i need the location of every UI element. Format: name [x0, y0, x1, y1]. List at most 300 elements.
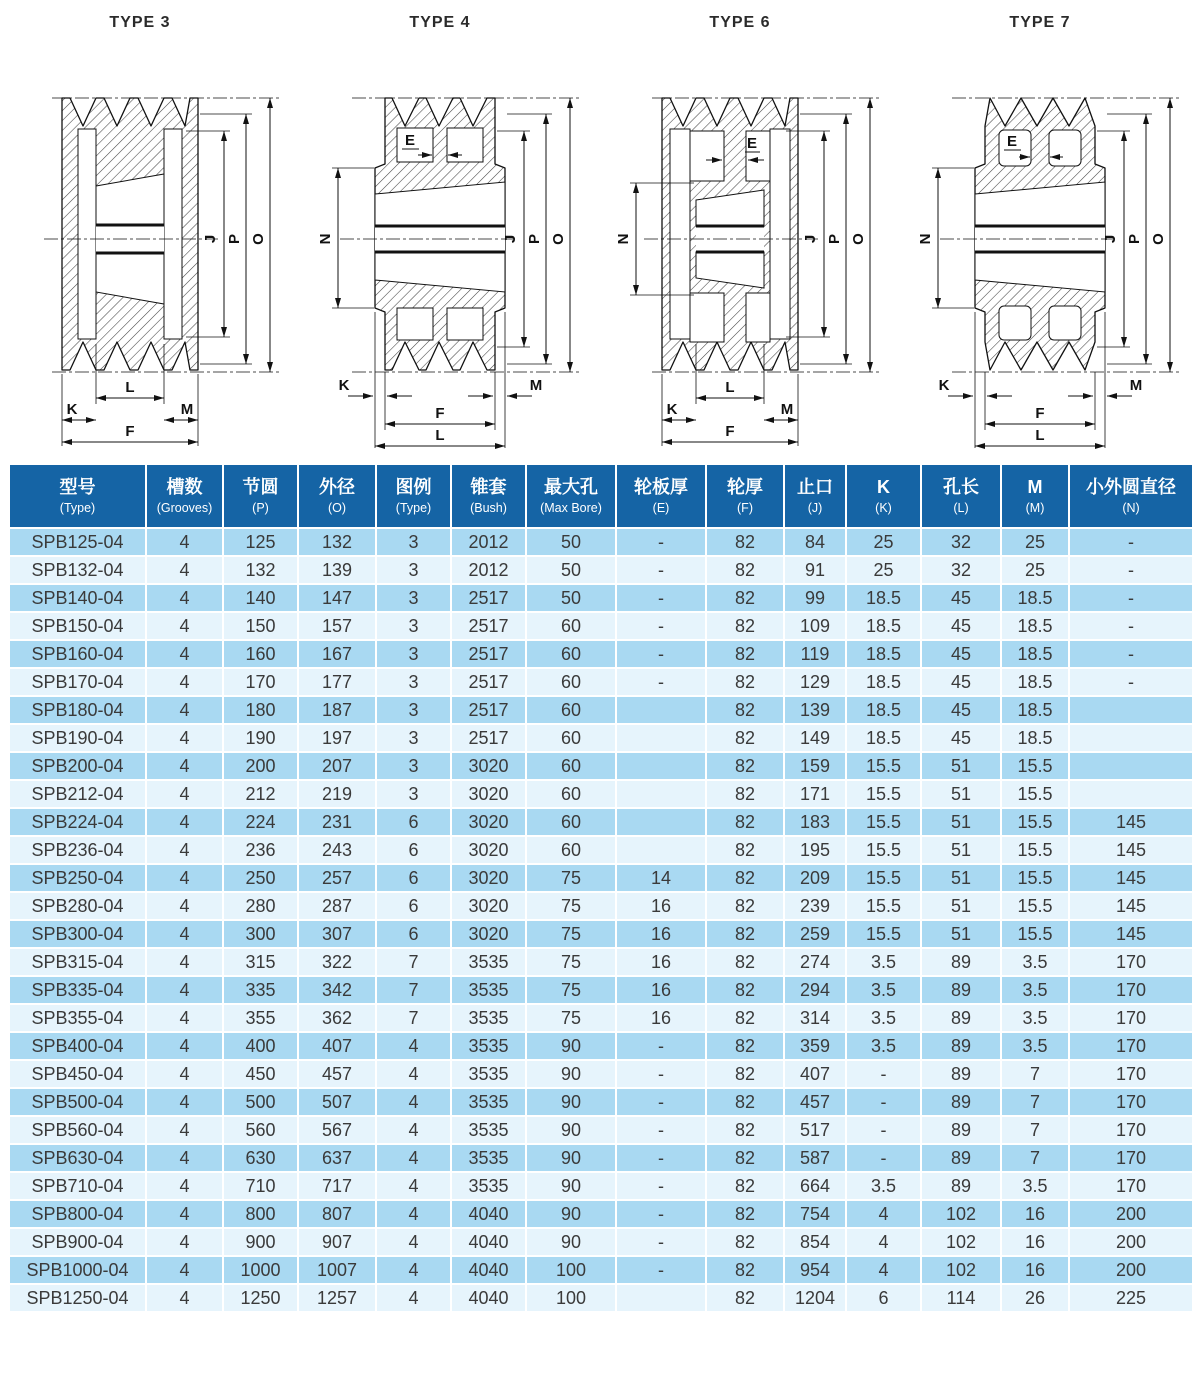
table-cell: 15.5	[1001, 752, 1069, 780]
table-cell: 7	[1001, 1144, 1069, 1172]
table-cell: 4	[146, 976, 223, 1004]
table-row	[9, 1256, 1193, 1284]
header-cell-outer-dia: 外径 (O)	[298, 464, 376, 528]
table-cell: SPB132-04	[9, 556, 146, 584]
table-cell: 355	[223, 1004, 298, 1032]
drawing-type6	[600, 8, 900, 460]
table-cell: 90	[526, 1144, 616, 1172]
dim-label-e: E	[1006, 133, 1018, 150]
table-cell: 250	[223, 864, 298, 892]
table-cell: 51	[921, 808, 1001, 836]
table-cell: 145	[1069, 892, 1193, 920]
table-cell: 4	[376, 1032, 451, 1060]
table-cell: 15.5	[1001, 808, 1069, 836]
table-cell: 854	[784, 1228, 846, 1256]
dim-label-p: P	[226, 233, 243, 245]
dim-label-l: L	[125, 379, 135, 396]
table-cell: 82	[706, 808, 784, 836]
table-cell: 3.5	[846, 948, 921, 976]
table-cell: 4	[846, 1256, 921, 1284]
table-cell: 75	[526, 892, 616, 920]
table-cell: 3.5	[1001, 1032, 1069, 1060]
table-cell: 322	[298, 948, 376, 976]
table-cell: 4	[376, 1088, 451, 1116]
table-cell: SPB710-04	[9, 1172, 146, 1200]
table-cell: 170	[1069, 1088, 1193, 1116]
table-cell: 4	[146, 1284, 223, 1312]
dim-label-l: L	[435, 427, 445, 444]
table-cell: 90	[526, 1116, 616, 1144]
pulley-cross-section-type6	[600, 34, 900, 449]
table-cell: 90	[526, 1172, 616, 1200]
table-cell: -	[616, 1228, 706, 1256]
table-cell: 315	[223, 948, 298, 976]
header-cell-max-bore: 最大孔 (Max Bore)	[526, 464, 616, 528]
table-row	[9, 1172, 1193, 1200]
drawing-title: TYPE 3	[109, 14, 171, 31]
table-cell	[616, 780, 706, 808]
spec-table-header	[9, 464, 1193, 528]
table-cell: -	[846, 1144, 921, 1172]
table-cell: 4	[146, 864, 223, 892]
table-cell: 75	[526, 976, 616, 1004]
table-cell: 89	[921, 976, 1001, 1004]
table-cell: -	[616, 668, 706, 696]
table-cell: 139	[784, 696, 846, 724]
pulley-cross-section-type7	[900, 34, 1200, 449]
table-row	[9, 1088, 1193, 1116]
table-cell: -	[616, 528, 706, 556]
table-cell: -	[616, 556, 706, 584]
table-cell: 3020	[451, 920, 526, 948]
table-cell: 274	[784, 948, 846, 976]
dim-label-e: E	[404, 132, 416, 149]
table-cell: -	[616, 1256, 706, 1284]
table-row	[9, 780, 1193, 808]
table-cell: 60	[526, 640, 616, 668]
table-row	[9, 1060, 1193, 1088]
table-cell: 4040	[451, 1200, 526, 1228]
table-cell: 457	[784, 1088, 846, 1116]
table-cell: 3020	[451, 808, 526, 836]
table-cell: 15.5	[1001, 920, 1069, 948]
table-cell: 25	[846, 528, 921, 556]
table-cell: 3.5	[846, 1172, 921, 1200]
table-cell: 82	[706, 1032, 784, 1060]
table-cell: 132	[298, 528, 376, 556]
table-cell: 954	[784, 1256, 846, 1284]
dim-label-n: N	[317, 233, 334, 245]
table-cell: 82	[706, 556, 784, 584]
table-cell: 170	[1069, 1172, 1193, 1200]
table-cell: -	[1069, 640, 1193, 668]
table-cell: 637	[298, 1144, 376, 1172]
table-cell: 140	[223, 584, 298, 612]
table-cell: 7	[376, 976, 451, 1004]
table-cell: 3.5	[1001, 948, 1069, 976]
table-cell: 89	[921, 1060, 1001, 1088]
table-cell: 3535	[451, 976, 526, 1004]
table-cell	[1069, 780, 1193, 808]
table-cell: 3535	[451, 1032, 526, 1060]
table-cell: 4	[146, 1116, 223, 1144]
table-cell: SPB140-04	[9, 584, 146, 612]
table-cell: 3535	[451, 948, 526, 976]
table-cell: 15.5	[846, 920, 921, 948]
drawing-type7	[900, 8, 1200, 460]
table-cell: 4	[146, 584, 223, 612]
table-cell: 157	[298, 612, 376, 640]
table-cell: 18.5	[846, 640, 921, 668]
table-cell: 3020	[451, 836, 526, 864]
table-cell: 170	[1069, 1060, 1193, 1088]
table-cell: 257	[298, 864, 376, 892]
table-cell: 3535	[451, 1088, 526, 1116]
header-cell-f: 轮厚 (F)	[706, 464, 784, 528]
table-cell	[616, 836, 706, 864]
dim-label-m: M	[780, 401, 794, 418]
table-cell: 147	[298, 584, 376, 612]
table-cell: 239	[784, 892, 846, 920]
table-cell: -	[616, 1172, 706, 1200]
table-cell: 807	[298, 1200, 376, 1228]
table-cell: 18.5	[1001, 584, 1069, 612]
table-cell	[616, 696, 706, 724]
table-cell: 18.5	[846, 696, 921, 724]
table-cell: 4	[146, 1004, 223, 1032]
table-cell: 90	[526, 1060, 616, 1088]
table-cell: 45	[921, 696, 1001, 724]
table-cell: 800	[223, 1200, 298, 1228]
table-cell: 82	[706, 836, 784, 864]
table-cell: 4	[146, 780, 223, 808]
table-cell: 170	[1069, 1032, 1193, 1060]
table-cell	[1069, 696, 1193, 724]
table-row	[9, 920, 1193, 948]
table-cell: 183	[784, 808, 846, 836]
table-cell: 167	[298, 640, 376, 668]
table-cell: 82	[706, 1172, 784, 1200]
table-cell: 4040	[451, 1284, 526, 1312]
table-cell	[616, 724, 706, 752]
header-cell-n: 小外圆直径 (N)	[1069, 464, 1193, 528]
table-cell: 60	[526, 668, 616, 696]
table-cell: 75	[526, 1004, 616, 1032]
table-cell: 50	[526, 556, 616, 584]
table-cell: 4	[376, 1256, 451, 1284]
table-cell: SPB1000-04	[9, 1256, 146, 1284]
table-cell: 16	[616, 976, 706, 1004]
table-cell: 4	[376, 1172, 451, 1200]
table-cell: SPB630-04	[9, 1144, 146, 1172]
table-cell: SPB280-04	[9, 892, 146, 920]
table-cell: 114	[921, 1284, 1001, 1312]
table-cell: 3	[376, 752, 451, 780]
table-cell: 2517	[451, 696, 526, 724]
table-cell: 82	[706, 668, 784, 696]
table-cell: 7	[1001, 1088, 1069, 1116]
table-cell: 500	[223, 1088, 298, 1116]
table-cell: SPB170-04	[9, 668, 146, 696]
table-row	[9, 1144, 1193, 1172]
table-cell: SPB450-04	[9, 1060, 146, 1088]
table-cell: 25	[846, 556, 921, 584]
table-cell: 4	[376, 1228, 451, 1256]
table-cell: 4040	[451, 1228, 526, 1256]
table-cell: 75	[526, 948, 616, 976]
dim-label-p: P	[1126, 233, 1143, 245]
table-cell: 3.5	[846, 1032, 921, 1060]
header-cell-legend: 图例 (Type)	[376, 464, 451, 528]
dim-label-j: J	[802, 234, 819, 244]
table-cell: 4	[146, 668, 223, 696]
table-cell: 170	[1069, 976, 1193, 1004]
table-cell: SPB236-04	[9, 836, 146, 864]
table-cell: SPB200-04	[9, 752, 146, 780]
table-cell: 190	[223, 724, 298, 752]
table-cell: 145	[1069, 836, 1193, 864]
dim-label-k: K	[66, 401, 78, 418]
table-cell: 3020	[451, 780, 526, 808]
table-cell: 6	[376, 864, 451, 892]
table-cell: SPB400-04	[9, 1032, 146, 1060]
table-cell: SPB250-04	[9, 864, 146, 892]
table-row	[9, 668, 1193, 696]
table-cell: 82	[706, 1088, 784, 1116]
table-cell: SPB315-04	[9, 948, 146, 976]
table-cell: -	[616, 1060, 706, 1088]
table-cell: 587	[784, 1144, 846, 1172]
table-cell: 7	[376, 948, 451, 976]
table-cell: 15.5	[846, 780, 921, 808]
table-row	[9, 612, 1193, 640]
table-cell: 15.5	[846, 752, 921, 780]
table-cell: 2517	[451, 668, 526, 696]
table-cell: 89	[921, 1116, 1001, 1144]
table-cell: 60	[526, 808, 616, 836]
table-cell: 15.5	[846, 864, 921, 892]
table-cell: SPB1250-04	[9, 1284, 146, 1312]
table-cell: 45	[921, 640, 1001, 668]
table-cell: 90	[526, 1032, 616, 1060]
table-row	[9, 1032, 1193, 1060]
table-cell: -	[1069, 668, 1193, 696]
table-cell: 82	[706, 1144, 784, 1172]
table-row	[9, 864, 1193, 892]
table-cell: 314	[784, 1004, 846, 1032]
table-cell: 717	[298, 1172, 376, 1200]
dim-label-l: L	[725, 379, 735, 396]
table-cell: 25	[1001, 528, 1069, 556]
table-cell: SPB355-04	[9, 1004, 146, 1032]
table-cell: SPB190-04	[9, 724, 146, 752]
table-cell: 710	[223, 1172, 298, 1200]
dim-label-p: P	[526, 233, 543, 245]
table-cell: 16	[1001, 1256, 1069, 1284]
table-row	[9, 1200, 1193, 1228]
table-cell: 3020	[451, 752, 526, 780]
table-cell: 754	[784, 1200, 846, 1228]
table-cell: 16	[1001, 1228, 1069, 1256]
table-cell: 4	[146, 556, 223, 584]
table-cell: 32	[921, 556, 1001, 584]
table-cell: SPB335-04	[9, 976, 146, 1004]
table-cell: 335	[223, 976, 298, 1004]
table-cell: 82	[706, 780, 784, 808]
table-row	[9, 948, 1193, 976]
table-cell: 75	[526, 920, 616, 948]
table-cell: SPB560-04	[9, 1116, 146, 1144]
table-cell: 145	[1069, 808, 1193, 836]
table-cell: 45	[921, 612, 1001, 640]
header-cell-pitch: 节圆 (P)	[223, 464, 298, 528]
table-cell: 4	[376, 1060, 451, 1088]
table-cell: SPB300-04	[9, 920, 146, 948]
table-cell: -	[616, 584, 706, 612]
table-row	[9, 724, 1193, 752]
table-cell: -	[616, 612, 706, 640]
table-cell: 139	[298, 556, 376, 584]
drawing-title: TYPE 6	[709, 14, 771, 31]
table-cell: 2012	[451, 528, 526, 556]
table-cell: 3.5	[1001, 976, 1069, 1004]
table-cell: 457	[298, 1060, 376, 1088]
table-cell: 4	[146, 724, 223, 752]
table-cell: 224	[223, 808, 298, 836]
table-cell: 200	[1069, 1256, 1193, 1284]
table-cell: 89	[921, 1144, 1001, 1172]
table-cell: 82	[706, 976, 784, 1004]
table-cell: 84	[784, 528, 846, 556]
table-cell: 560	[223, 1116, 298, 1144]
table-cell: 170	[1069, 948, 1193, 976]
table-cell: 82	[706, 1284, 784, 1312]
table-cell: -	[616, 1032, 706, 1060]
table-row	[9, 584, 1193, 612]
table-cell: 200	[223, 752, 298, 780]
dim-label-m: M	[180, 401, 194, 418]
table-cell: 450	[223, 1060, 298, 1088]
dim-label-n: N	[615, 233, 632, 245]
table-cell: 407	[298, 1032, 376, 1060]
table-cell: 342	[298, 976, 376, 1004]
table-cell: 4	[846, 1200, 921, 1228]
table-cell: 4	[146, 920, 223, 948]
table-cell: 16	[616, 948, 706, 976]
table-row	[9, 1228, 1193, 1256]
table-cell: 664	[784, 1172, 846, 1200]
drawing-title: TYPE 4	[409, 14, 471, 31]
spec-table-body	[9, 528, 1193, 1312]
table-cell: 89	[921, 1004, 1001, 1032]
table-cell: 82	[706, 584, 784, 612]
table-cell: 100	[526, 1284, 616, 1312]
table-cell: 200	[1069, 1228, 1193, 1256]
table-cell: 60	[526, 612, 616, 640]
table-row	[9, 808, 1193, 836]
table-cell: 15.5	[1001, 780, 1069, 808]
table-cell: 180	[223, 696, 298, 724]
table-cell: 102	[921, 1256, 1001, 1284]
table-cell: 3535	[451, 1144, 526, 1172]
dim-label-o: O	[850, 233, 867, 245]
table-cell: 236	[223, 836, 298, 864]
table-cell: 359	[784, 1032, 846, 1060]
table-cell: 82	[706, 1116, 784, 1144]
table-cell: 82	[706, 864, 784, 892]
table-cell: 150	[223, 612, 298, 640]
table-cell	[1069, 752, 1193, 780]
table-cell: 3.5	[1001, 1004, 1069, 1032]
dim-label-k: K	[338, 377, 350, 394]
table-cell: 82	[706, 612, 784, 640]
table-cell: -	[616, 640, 706, 668]
table-row	[9, 640, 1193, 668]
table-cell: 18.5	[1001, 668, 1069, 696]
table-cell: 3020	[451, 892, 526, 920]
table-cell: 82	[706, 948, 784, 976]
table-cell: 18.5	[1001, 724, 1069, 752]
table-cell: 51	[921, 836, 1001, 864]
dim-label-f: F	[125, 423, 135, 440]
table-cell: 507	[298, 1088, 376, 1116]
table-cell: 60	[526, 696, 616, 724]
table-cell: 3	[376, 724, 451, 752]
table-cell: 3535	[451, 1004, 526, 1032]
table-cell: 15.5	[846, 836, 921, 864]
header-cell-l: 孔长 (L)	[921, 464, 1001, 528]
table-cell: 145	[1069, 920, 1193, 948]
table-cell: 82	[706, 696, 784, 724]
table-cell: 3535	[451, 1172, 526, 1200]
table-cell: 82	[706, 528, 784, 556]
table-cell: 3.5	[846, 976, 921, 1004]
table-cell: 60	[526, 836, 616, 864]
table-cell: 109	[784, 612, 846, 640]
table-cell: -	[1069, 556, 1193, 584]
table-cell: 82	[706, 752, 784, 780]
table-cell: 18.5	[846, 584, 921, 612]
table-cell: 82	[706, 892, 784, 920]
table-cell: 300	[223, 920, 298, 948]
table-cell: 18.5	[1001, 696, 1069, 724]
table-cell: 90	[526, 1200, 616, 1228]
dim-label-j: J	[202, 234, 219, 244]
dim-label-j: J	[1102, 234, 1119, 244]
table-cell: 4	[146, 1060, 223, 1088]
table-row	[9, 1284, 1193, 1312]
table-cell: 630	[223, 1144, 298, 1172]
dim-label-f: F	[435, 405, 445, 422]
table-cell: 259	[784, 920, 846, 948]
table-cell: SPB500-04	[9, 1088, 146, 1116]
table-cell: 407	[784, 1060, 846, 1088]
dim-label-m: M	[529, 377, 543, 394]
table-cell: 4	[146, 528, 223, 556]
table-cell: 6	[846, 1284, 921, 1312]
table-cell: 4	[146, 808, 223, 836]
table-cell: 102	[921, 1200, 1001, 1228]
dim-label-p: P	[826, 233, 843, 245]
table-row	[9, 556, 1193, 584]
pulley-cross-section-type4	[300, 34, 600, 449]
table-cell: 15.5	[1001, 892, 1069, 920]
drawing-type3	[0, 8, 300, 460]
table-cell: 89	[921, 948, 1001, 976]
table-cell	[616, 808, 706, 836]
table-cell: 3	[376, 696, 451, 724]
table-cell: 4040	[451, 1256, 526, 1284]
